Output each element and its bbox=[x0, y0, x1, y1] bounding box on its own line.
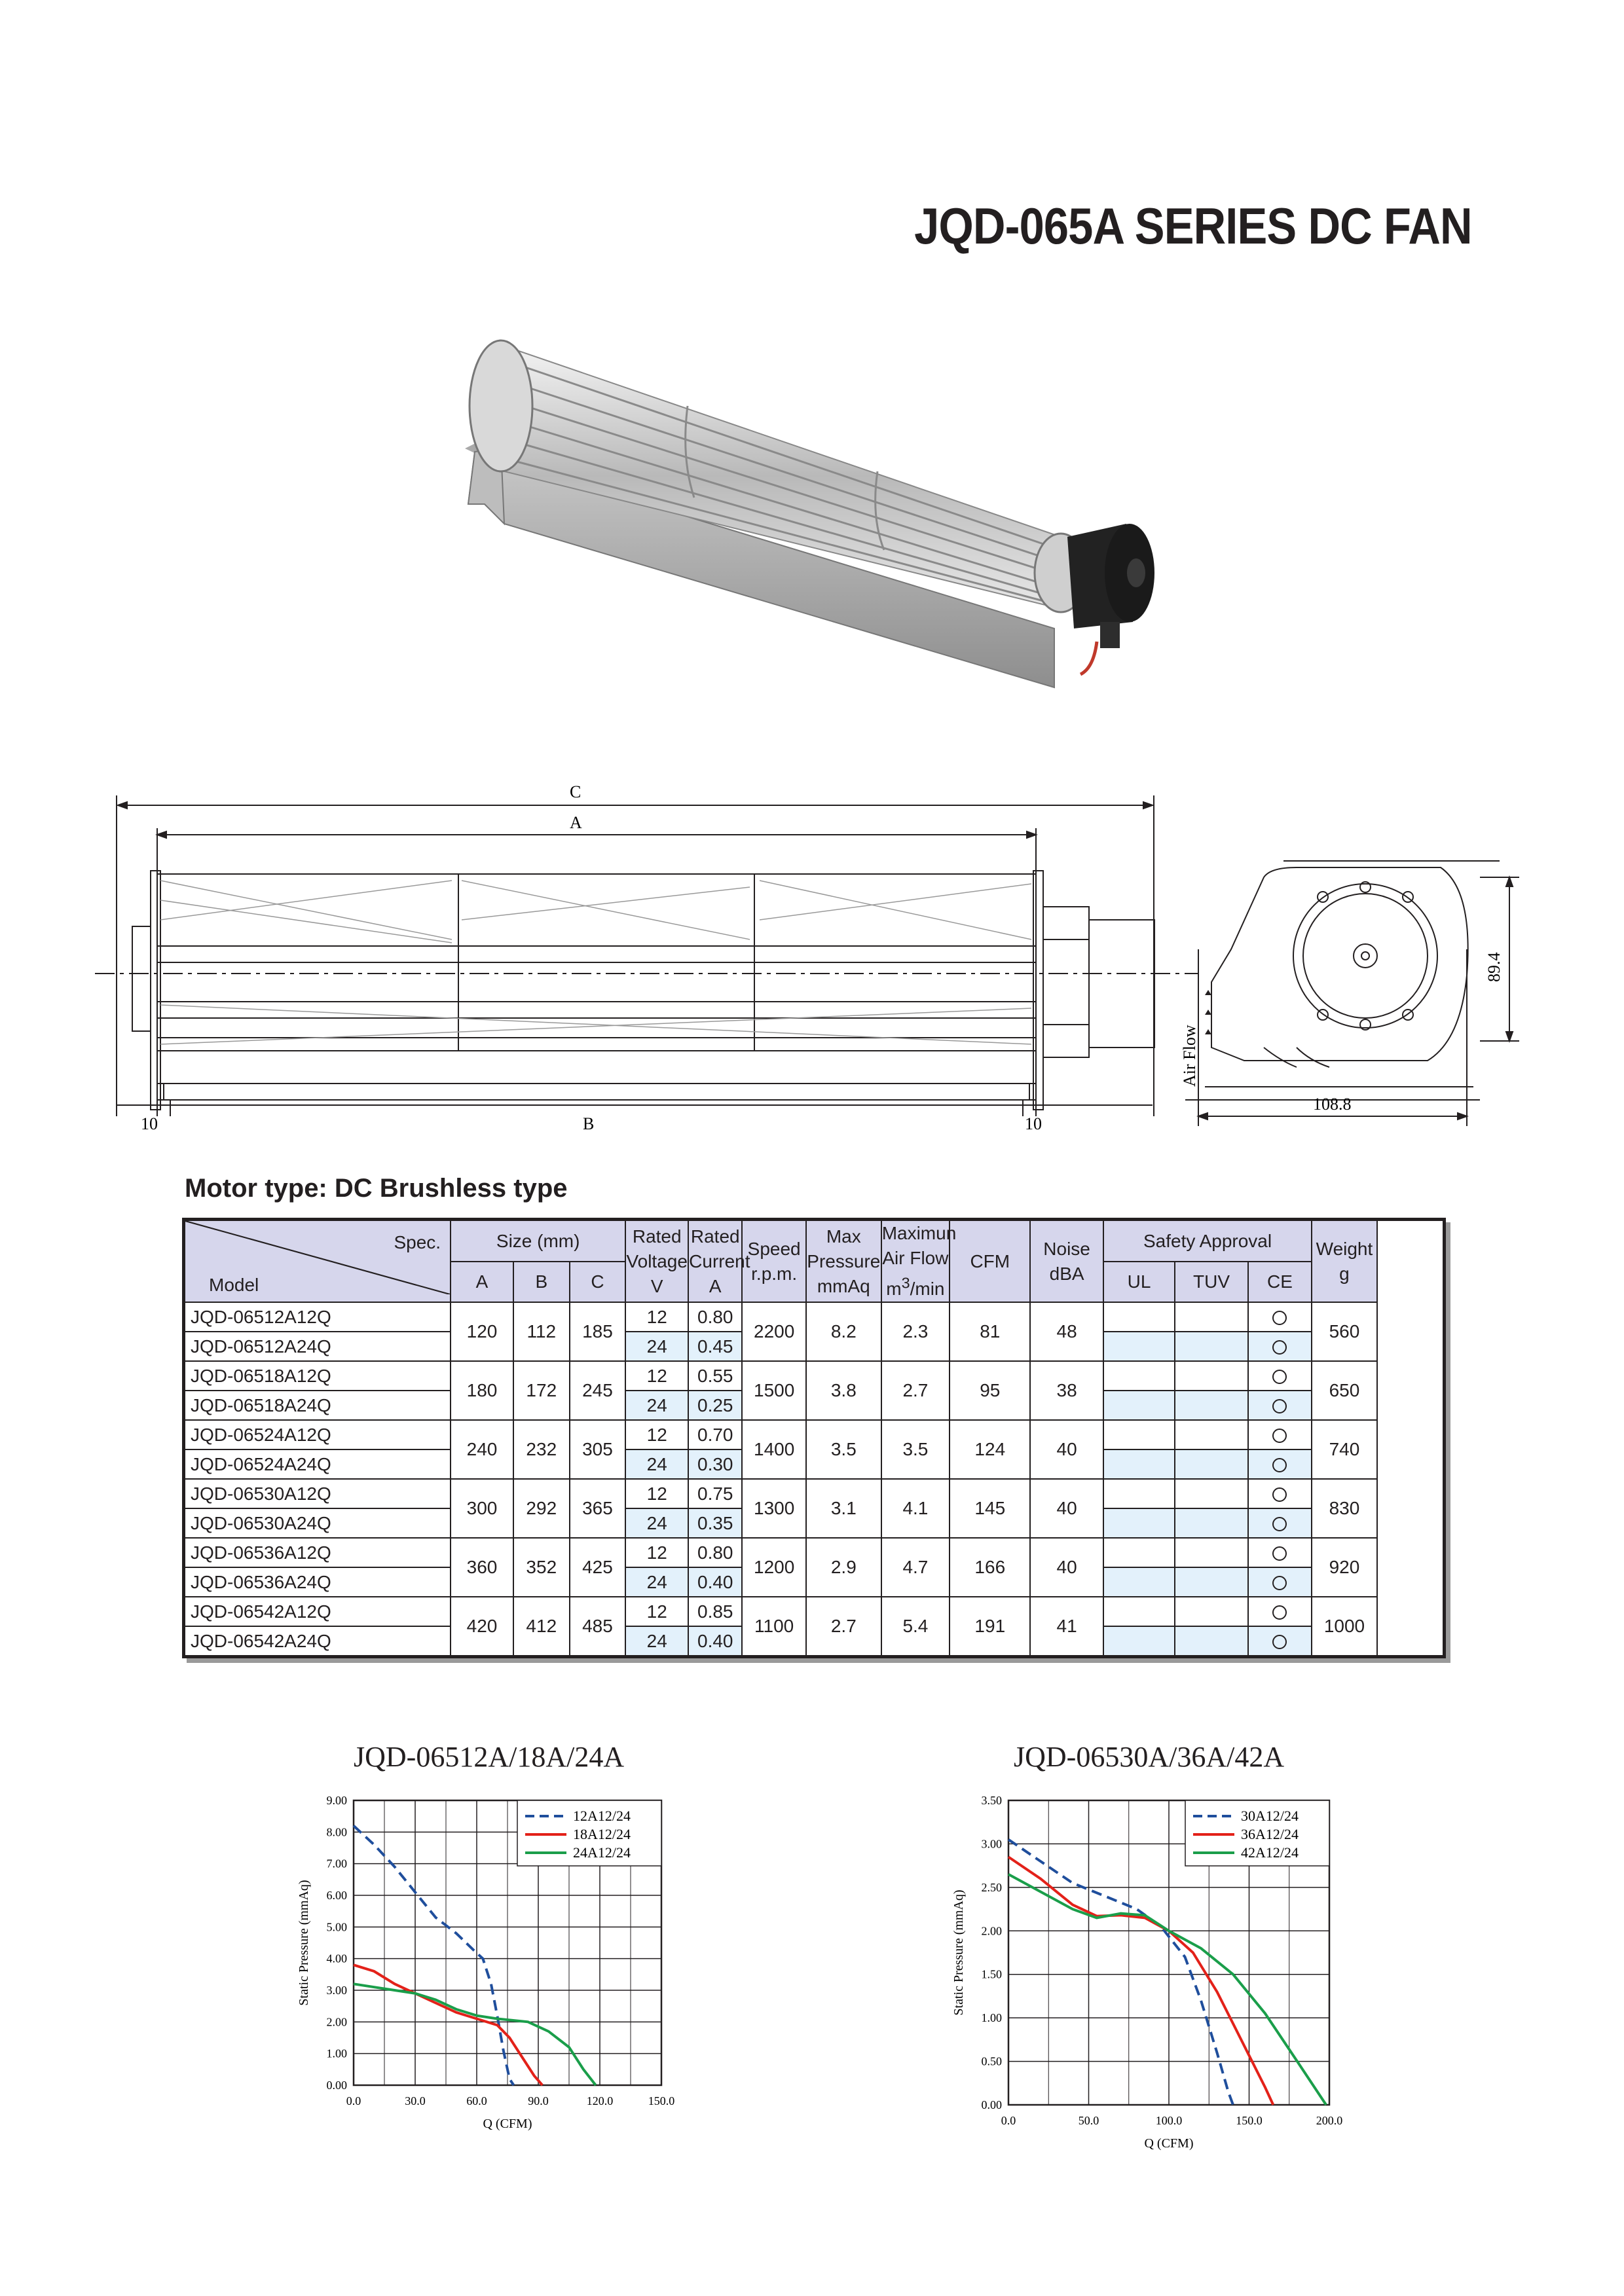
rated-current-header: Rated Current A bbox=[688, 1220, 742, 1303]
table-row bbox=[184, 1420, 1445, 1449]
x-tick-label: 0.0 bbox=[346, 2094, 361, 2107]
dim-label-width: 108.8 bbox=[1313, 1095, 1352, 1114]
table-row bbox=[184, 1597, 1445, 1626]
x-axis-label: Q (CFM) bbox=[483, 2117, 532, 2131]
y-tick-label: 1.00 bbox=[326, 2047, 347, 2060]
y-axis-label: Static Pressure (mmAq) bbox=[297, 1880, 311, 2006]
model-cell: JQD-06524A12Q bbox=[184, 1420, 451, 1449]
tuv-cell bbox=[1175, 1332, 1247, 1361]
noise-cell: 41 bbox=[1030, 1597, 1103, 1657]
size-c-cell: 485 bbox=[570, 1597, 626, 1657]
rated-voltage-cell: 12 bbox=[625, 1479, 688, 1508]
ce-cell bbox=[1248, 1508, 1312, 1538]
ul-header: UL bbox=[1103, 1262, 1175, 1302]
max-airflow-header: Maximun Air Flow $m^3/\min$ bbox=[881, 1220, 950, 1303]
speed-header: Speed r.p.m. bbox=[742, 1220, 806, 1303]
size-b-cell: 172 bbox=[513, 1361, 570, 1420]
size-b-cell: 352 bbox=[513, 1538, 570, 1597]
tuv-header: TUV bbox=[1175, 1262, 1247, 1302]
weight-cell: 560 bbox=[1312, 1302, 1376, 1361]
cfm-cell: 95 bbox=[950, 1361, 1030, 1420]
ce-approved-circle-icon bbox=[1272, 1311, 1287, 1325]
ce-cell bbox=[1248, 1449, 1312, 1479]
ce-approved-circle-icon bbox=[1272, 1546, 1287, 1561]
noise-cell: 38 bbox=[1030, 1361, 1103, 1420]
ul-cell bbox=[1103, 1391, 1175, 1420]
rated-current-cell: 0.70 bbox=[688, 1420, 742, 1449]
ul-cell bbox=[1103, 1508, 1175, 1538]
legend-label: 12A12/24 bbox=[573, 1808, 631, 1824]
spec-table-body bbox=[184, 1302, 1445, 1657]
weight-header: Weight g bbox=[1312, 1220, 1376, 1303]
y-tick-label: 2.50 bbox=[981, 1880, 1002, 1894]
ce-cell bbox=[1248, 1391, 1312, 1420]
ul-cell bbox=[1103, 1626, 1175, 1657]
cfm-header: CFM bbox=[950, 1220, 1030, 1303]
max-pressure-cell: 2.7 bbox=[806, 1597, 881, 1657]
model-cell: JQD-06536A24Q bbox=[184, 1567, 451, 1597]
rated-voltage-header: Rated Voltage V bbox=[625, 1220, 688, 1303]
tuv-cell bbox=[1175, 1597, 1247, 1626]
legend-label: 30A12/24 bbox=[1241, 1808, 1299, 1824]
size-a-header: A bbox=[451, 1262, 513, 1302]
size-b-cell: 412 bbox=[513, 1597, 570, 1657]
ce-cell bbox=[1248, 1626, 1312, 1657]
side-dimension-drawing bbox=[1166, 851, 1526, 1152]
y-tick-label: 7.00 bbox=[326, 1857, 347, 1870]
ce-header: CE bbox=[1248, 1262, 1312, 1302]
y-tick-label: 2.00 bbox=[326, 2015, 347, 2029]
model-cell: JQD-06530A12Q bbox=[184, 1479, 451, 1508]
x-axis-label: Q (CFM) bbox=[1144, 2136, 1194, 2151]
x-tick-label: 100.0 bbox=[1155, 2114, 1183, 2127]
max-airflow-cell: 4.7 bbox=[881, 1538, 950, 1597]
series-line bbox=[1008, 1874, 1326, 2105]
y-tick-label: 9.00 bbox=[326, 1794, 347, 1807]
ce-approved-circle-icon bbox=[1272, 1399, 1287, 1413]
model-cell: JQD-06530A24Q bbox=[184, 1508, 451, 1538]
size-a-cell: 300 bbox=[451, 1479, 513, 1538]
x-tick-label: 30.0 bbox=[405, 2094, 426, 2107]
legend-label: 24A12/24 bbox=[573, 1844, 631, 1861]
x-tick-label: 50.0 bbox=[1078, 2114, 1099, 2127]
cfm-cell: 191 bbox=[950, 1597, 1030, 1657]
size-c-header: C bbox=[570, 1262, 626, 1302]
model-cell: JQD-06518A12Q bbox=[184, 1361, 451, 1391]
tuv-cell bbox=[1175, 1508, 1247, 1538]
tuv-cell bbox=[1175, 1420, 1247, 1449]
legend-label: 36A12/24 bbox=[1241, 1826, 1299, 1842]
dim-label-a: A bbox=[570, 813, 582, 832]
x-tick-label: 150.0 bbox=[648, 2094, 675, 2107]
max-airflow-cell: 5.4 bbox=[881, 1597, 950, 1657]
max-airflow-cell: 2.3 bbox=[881, 1302, 950, 1361]
table-row bbox=[184, 1538, 1445, 1567]
max-pressure-cell: 3.1 bbox=[806, 1479, 881, 1538]
rated-voltage-cell: 12 bbox=[625, 1597, 688, 1626]
ul-cell bbox=[1103, 1449, 1175, 1479]
tuv-cell bbox=[1175, 1391, 1247, 1420]
chart-2-title: JQD-06530A/36A/42A bbox=[1014, 1741, 1285, 1773]
safety-approval-header: Safety Approval bbox=[1103, 1220, 1312, 1262]
ce-cell bbox=[1248, 1302, 1312, 1332]
max-pressure-cell: 3.5 bbox=[806, 1420, 881, 1479]
noise-cell: 48 bbox=[1030, 1302, 1103, 1361]
y-tick-label: 0.50 bbox=[981, 2054, 1002, 2068]
weight-cell: 650 bbox=[1312, 1361, 1376, 1420]
rated-current-cell: 0.80 bbox=[688, 1538, 742, 1567]
spec-table bbox=[182, 1218, 1446, 1658]
ce-approved-circle-icon bbox=[1272, 1576, 1287, 1590]
ce-approved-circle-icon bbox=[1272, 1429, 1287, 1443]
rated-voltage-cell: 24 bbox=[625, 1449, 688, 1479]
spec-header: Spec. bbox=[394, 1232, 441, 1252]
series-line bbox=[354, 1826, 513, 2085]
weight-cell: 920 bbox=[1312, 1538, 1376, 1597]
chart-1-title: JQD-06512A/18A/24A bbox=[354, 1741, 625, 1773]
speed-cell: 1300 bbox=[742, 1479, 806, 1538]
rated-current-cell: 0.80 bbox=[688, 1302, 742, 1332]
ce-approved-circle-icon bbox=[1272, 1635, 1287, 1649]
rated-voltage-cell: 12 bbox=[625, 1361, 688, 1391]
model-cell: JQD-06512A12Q bbox=[184, 1302, 451, 1332]
x-tick-label: 200.0 bbox=[1316, 2114, 1343, 2127]
size-b-header: B bbox=[513, 1262, 570, 1302]
y-tick-label: 3.00 bbox=[326, 1984, 347, 1997]
y-tick-label: 3.00 bbox=[981, 1837, 1002, 1851]
rated-current-cell: 0.30 bbox=[688, 1449, 742, 1479]
rated-current-cell: 0.35 bbox=[688, 1508, 742, 1538]
motor-type-heading: Motor type: DC Brushless type bbox=[185, 1174, 568, 1203]
y-tick-label: 0.00 bbox=[981, 2098, 1002, 2111]
ce-cell bbox=[1248, 1479, 1312, 1508]
max-airflow-cell: 3.5 bbox=[881, 1420, 950, 1479]
size-a-cell: 180 bbox=[451, 1361, 513, 1420]
rated-voltage-cell: 24 bbox=[625, 1332, 688, 1361]
size-b-cell: 232 bbox=[513, 1420, 570, 1479]
size-b-cell: 112 bbox=[513, 1302, 570, 1361]
x-tick-label: 150.0 bbox=[1236, 2114, 1263, 2127]
series-line bbox=[1008, 1857, 1273, 2105]
tuv-cell bbox=[1175, 1567, 1247, 1597]
cfm-cell: 145 bbox=[950, 1479, 1030, 1538]
dim-label-10-left: 10 bbox=[141, 1114, 158, 1133]
tuv-cell bbox=[1175, 1302, 1247, 1332]
fan-product-photo bbox=[386, 282, 1238, 727]
size-c-cell: 425 bbox=[570, 1538, 626, 1597]
rated-voltage-cell: 24 bbox=[625, 1567, 688, 1597]
max-pressure-header: Max Pressure mmAq bbox=[806, 1220, 881, 1303]
dim-label-height: 89.4 bbox=[1485, 952, 1504, 982]
rated-current-cell: 0.40 bbox=[688, 1567, 742, 1597]
ce-cell bbox=[1248, 1597, 1312, 1626]
cfm-cell: 124 bbox=[950, 1420, 1030, 1479]
x-tick-label: 60.0 bbox=[466, 2094, 487, 2107]
series-line bbox=[354, 1965, 542, 2085]
front-dimension-drawing bbox=[85, 776, 1198, 1142]
dim-label-10-right: 10 bbox=[1025, 1114, 1042, 1133]
ce-approved-circle-icon bbox=[1272, 1605, 1287, 1620]
tuv-cell bbox=[1175, 1449, 1247, 1479]
size-c-cell: 185 bbox=[570, 1302, 626, 1361]
y-tick-label: 4.00 bbox=[326, 1952, 347, 1965]
rated-current-cell: 0.45 bbox=[688, 1332, 742, 1361]
pq-curve-chart-2 bbox=[943, 1781, 1375, 2167]
page-title: JQD-065A SERIES DC FAN bbox=[914, 197, 1472, 255]
y-tick-label: 2.00 bbox=[981, 1924, 1002, 1938]
y-tick-label: 1.00 bbox=[981, 2011, 1002, 2025]
ce-approved-circle-icon bbox=[1272, 1517, 1287, 1531]
table-row bbox=[184, 1302, 1445, 1332]
noise-cell: 40 bbox=[1030, 1538, 1103, 1597]
noise-header: Noise dBA bbox=[1030, 1220, 1103, 1303]
ul-cell bbox=[1103, 1567, 1175, 1597]
size-c-cell: 245 bbox=[570, 1361, 626, 1420]
ce-cell bbox=[1248, 1361, 1312, 1391]
speed-cell: 1200 bbox=[742, 1538, 806, 1597]
weight-cell: 1000 bbox=[1312, 1597, 1376, 1657]
model-cell: JQD-06542A24Q bbox=[184, 1626, 451, 1657]
ul-cell bbox=[1103, 1302, 1175, 1332]
tuv-cell bbox=[1175, 1538, 1247, 1567]
tuv-cell bbox=[1175, 1626, 1247, 1657]
rated-voltage-cell: 12 bbox=[625, 1302, 688, 1332]
max-airflow-cell: 2.7 bbox=[881, 1361, 950, 1420]
model-cell: JQD-06536A12Q bbox=[184, 1538, 451, 1567]
ce-approved-circle-icon bbox=[1272, 1458, 1287, 1472]
max-airflow-cell: 4.1 bbox=[881, 1479, 950, 1538]
ce-approved-circle-icon bbox=[1272, 1370, 1287, 1384]
y-tick-label: 8.00 bbox=[326, 1825, 347, 1839]
size-header: Size (mm) bbox=[451, 1220, 625, 1262]
ce-cell bbox=[1248, 1420, 1312, 1449]
model-cell: JQD-06542A12Q bbox=[184, 1597, 451, 1626]
rated-voltage-cell: 24 bbox=[625, 1626, 688, 1657]
ul-cell bbox=[1103, 1361, 1175, 1391]
y-axis-label: Static Pressure (mmAq) bbox=[951, 1889, 966, 2016]
x-tick-label: 120.0 bbox=[586, 2094, 614, 2107]
rated-voltage-cell: 12 bbox=[625, 1420, 688, 1449]
model-header: Model bbox=[209, 1275, 259, 1296]
cfm-cell: 166 bbox=[950, 1538, 1030, 1597]
cfm-cell: 81 bbox=[950, 1302, 1030, 1361]
noise-cell: 40 bbox=[1030, 1420, 1103, 1479]
rated-current-cell: 0.75 bbox=[688, 1479, 742, 1508]
ul-cell bbox=[1103, 1332, 1175, 1361]
size-c-cell: 305 bbox=[570, 1420, 626, 1479]
noise-cell: 40 bbox=[1030, 1479, 1103, 1538]
y-tick-label: 0.00 bbox=[326, 2079, 347, 2092]
size-a-cell: 120 bbox=[451, 1302, 513, 1361]
rated-current-cell: 0.25 bbox=[688, 1391, 742, 1420]
model-cell: JQD-06524A24Q bbox=[184, 1449, 451, 1479]
weight-cell: 830 bbox=[1312, 1479, 1376, 1538]
max-pressure-cell: 3.8 bbox=[806, 1361, 881, 1420]
tuv-cell bbox=[1175, 1479, 1247, 1508]
y-tick-label: 1.50 bbox=[981, 1967, 1002, 1981]
table-row bbox=[184, 1361, 1445, 1391]
pq-curve-chart-1 bbox=[288, 1781, 681, 2147]
rated-voltage-cell: 24 bbox=[625, 1508, 688, 1538]
model-cell: JQD-06512A24Q bbox=[184, 1332, 451, 1361]
speed-cell: 1100 bbox=[742, 1597, 806, 1657]
rated-voltage-cell: 24 bbox=[625, 1391, 688, 1420]
model-cell: JQD-06518A24Q bbox=[184, 1391, 451, 1420]
max-pressure-cell: 2.9 bbox=[806, 1538, 881, 1597]
airflow-label: Air Flow bbox=[1180, 1025, 1199, 1087]
spec-model-corner-header bbox=[184, 1220, 451, 1303]
rated-voltage-cell: 12 bbox=[625, 1538, 688, 1567]
ul-cell bbox=[1103, 1420, 1175, 1449]
ul-cell bbox=[1103, 1597, 1175, 1626]
speed-cell: 2200 bbox=[742, 1302, 806, 1361]
legend-label: 42A12/24 bbox=[1241, 1844, 1299, 1861]
series-line bbox=[354, 1984, 596, 2085]
speed-cell: 1500 bbox=[742, 1361, 806, 1420]
legend-label: 18A12/24 bbox=[573, 1826, 631, 1842]
weight-cell: 740 bbox=[1312, 1420, 1376, 1479]
x-tick-label: 0.0 bbox=[1001, 2114, 1016, 2127]
rated-current-cell: 0.40 bbox=[688, 1626, 742, 1657]
y-tick-label: 6.00 bbox=[326, 1889, 347, 1902]
ul-cell bbox=[1103, 1538, 1175, 1567]
ce-approved-circle-icon bbox=[1272, 1340, 1287, 1355]
size-a-cell: 360 bbox=[451, 1538, 513, 1597]
ce-approved-circle-icon bbox=[1272, 1487, 1287, 1502]
y-tick-label: 3.50 bbox=[981, 1794, 1002, 1807]
dim-label-b: B bbox=[583, 1114, 595, 1133]
tuv-cell bbox=[1175, 1361, 1247, 1391]
size-a-cell: 420 bbox=[451, 1597, 513, 1657]
size-a-cell: 240 bbox=[451, 1420, 513, 1479]
rated-current-cell: 0.85 bbox=[688, 1597, 742, 1626]
x-tick-label: 90.0 bbox=[528, 2094, 549, 2107]
ul-cell bbox=[1103, 1479, 1175, 1508]
ce-cell bbox=[1248, 1567, 1312, 1597]
size-b-cell: 292 bbox=[513, 1479, 570, 1538]
size-c-cell: 365 bbox=[570, 1479, 626, 1538]
ce-cell bbox=[1248, 1332, 1312, 1361]
rated-current-cell: 0.55 bbox=[688, 1361, 742, 1391]
speed-cell: 1400 bbox=[742, 1420, 806, 1479]
table-row bbox=[184, 1479, 1445, 1508]
y-tick-label: 5.00 bbox=[326, 1920, 347, 1934]
dim-label-c: C bbox=[570, 782, 581, 801]
max-pressure-cell: 8.2 bbox=[806, 1302, 881, 1361]
ce-cell bbox=[1248, 1538, 1312, 1567]
